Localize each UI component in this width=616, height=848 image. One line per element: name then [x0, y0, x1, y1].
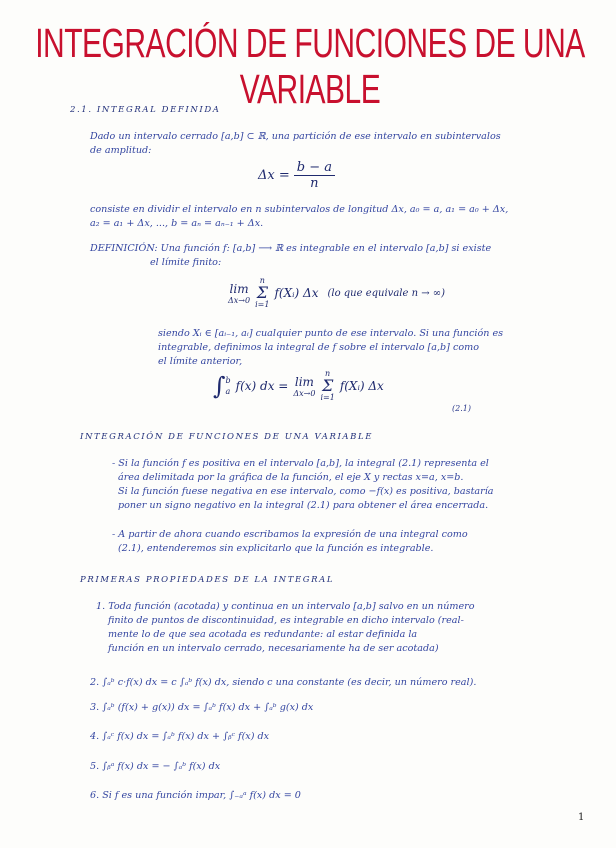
limit-summand: f(Xᵢ) Δx — [274, 286, 319, 300]
integral-sum-lower: i=1 — [320, 393, 335, 402]
sum-sigma: Σ — [256, 283, 268, 302]
property-1-line-4: función en un intervalo cerrado, necesariamente ha de ser acotada) — [108, 643, 439, 654]
section-heading-integral-definida: 2.1. INTEGRAL DEFINIDA — [70, 105, 221, 115]
integral-limits — [226, 375, 231, 397]
page-title: INTEGRACIÓN DE FUNCIONES DE UNA VARIABLE — [35, 22, 585, 113]
integration-point-1-line-3: Si la función fuese negativa en ese intervalo, como −f(x) es positiva, bastaría — [118, 486, 494, 497]
definition-line-2: el límite finito: — [150, 257, 222, 268]
property-4: 4. ∫ₐᶜ f(x) dx = ∫ₐᵇ f(x) dx + ∫ᵦᶜ f(x) dx — [90, 731, 270, 742]
integration-point-2-line-2: (2.1), entenderemos sin explicitarlo que la función es integrable. — [118, 543, 434, 554]
partition-text-line-1: consiste en dividir el intervalo en n subintervalos de longitud Δx, a₀ = a, a₁ = a₀ + Δx, — [90, 204, 509, 215]
integral-definition-formula — [213, 370, 384, 402]
siendo-line-2: integrable, definimos la integral de f sobre el intervalo [a,b] como — [158, 342, 479, 353]
property-6: 6. Si f es una función impar, ∫₋ₐᵃ f(x) dx = 0 — [90, 790, 301, 801]
integral-limit-subscript: Δx→0 — [293, 388, 316, 398]
integral-sum-operator — [320, 370, 334, 402]
property-1-line-3: mente lo de que sea acotada es redundante: al estar definida la — [108, 629, 418, 640]
integral-summand: f(Xᵢ) Δx — [339, 379, 384, 393]
sum-operator — [255, 277, 269, 309]
delta-x-formula — [258, 160, 335, 191]
limit-formula — [228, 277, 445, 309]
property-1-line-1: 1. Toda función (acotada) y continua en un intervalo [a,b] salvo en un número — [96, 601, 475, 612]
integration-point-2-line-1: - A partir de ahora cuando escribamos la expresión de una integral como — [112, 529, 468, 540]
sum-lower: i=1 — [255, 300, 270, 309]
limit-subscript: Δx→0 — [228, 295, 251, 305]
integral-sign: ∫ — [213, 372, 226, 400]
section-heading-propiedades: PRIMERAS PROPIEDADES DE LA INTEGRAL — [80, 575, 335, 585]
page-number: 1 — [578, 812, 585, 823]
integral-integrand: f(x) dx = — [235, 379, 289, 393]
intro-text-line-2: de amplitud: — [90, 145, 152, 156]
integral-upper-limit: b — [225, 375, 231, 385]
limit-word: lim — [229, 281, 249, 296]
siendo-line-3: el límite anterior, — [158, 356, 243, 367]
property-3: 3. ∫ₐᵇ (f(x) + g(x)) dx = ∫ₐᵇ f(x) dx + ∫ₐᵇ g(x) dx — [90, 702, 314, 713]
integration-point-1-line-1: - Si la función f es positiva en el intervalo [a,b], la integral (2.1) representa el — [112, 458, 489, 469]
sum-upper: n — [259, 276, 265, 285]
integral-sign-group — [213, 372, 231, 400]
delta-x-lhs: Δx = — [258, 168, 290, 183]
limit-note: (lo que equivale n → ∞) — [327, 287, 445, 299]
intro-text-line-1: Dado un intervalo cerrado [a,b] ⊂ ℝ, una partición de ese intervalo en subintervalos — [90, 131, 501, 142]
equation-number: (2.1) — [452, 404, 471, 413]
definition-line-1: DEFINICIÓN: Una función f: [a,b] ⟶ ℝ es integrable en el intervalo [a,b] si existe — [90, 243, 492, 254]
delta-x-numerator: b − a — [294, 160, 335, 176]
section-heading-integracion: INTEGRACIÓN DE FUNCIONES DE UNA VARIABLE — [80, 432, 374, 442]
integration-point-1-line-4: poner un signo negativo en la integral (2.1) para obtener el área encerrada. — [118, 500, 489, 511]
property-1-line-2: finito de puntos de discontinuidad, es integrable en dicho intervalo (real- — [108, 615, 464, 626]
integration-point-1-line-2: área delimitada por la gráfica de la función, el eje X y rectas x=a, x=b. — [118, 472, 464, 483]
partition-text-line-2: a₂ = a₁ + Δx, ..., b = aₙ = aₙ₋₁ + Δx. — [90, 218, 264, 229]
integral-limit-operator — [293, 375, 315, 398]
integral-lower-limit: a — [225, 387, 231, 396]
integral-sum-upper: n — [325, 369, 331, 378]
delta-x-fraction — [294, 160, 335, 191]
siendo-line-1: siendo Xᵢ ∈ [aᵢ₋₁, aᵢ] cualquier punto de ese intervalo. Si una función es — [158, 328, 504, 339]
integral-limit-word: lim — [294, 374, 314, 389]
delta-x-denominator: n — [310, 176, 319, 191]
property-2: 2. ∫ₐᵇ c·f(x) dx = c ∫ₐᵇ f(x) dx, siendo c una constante (es decir, un número real). — [90, 677, 477, 688]
property-5: 5. ∫ᵦᵃ f(x) dx = − ∫ₐᵇ f(x) dx — [90, 761, 221, 772]
integral-sum-sigma: Σ — [321, 376, 334, 395]
limit-operator — [228, 282, 250, 305]
